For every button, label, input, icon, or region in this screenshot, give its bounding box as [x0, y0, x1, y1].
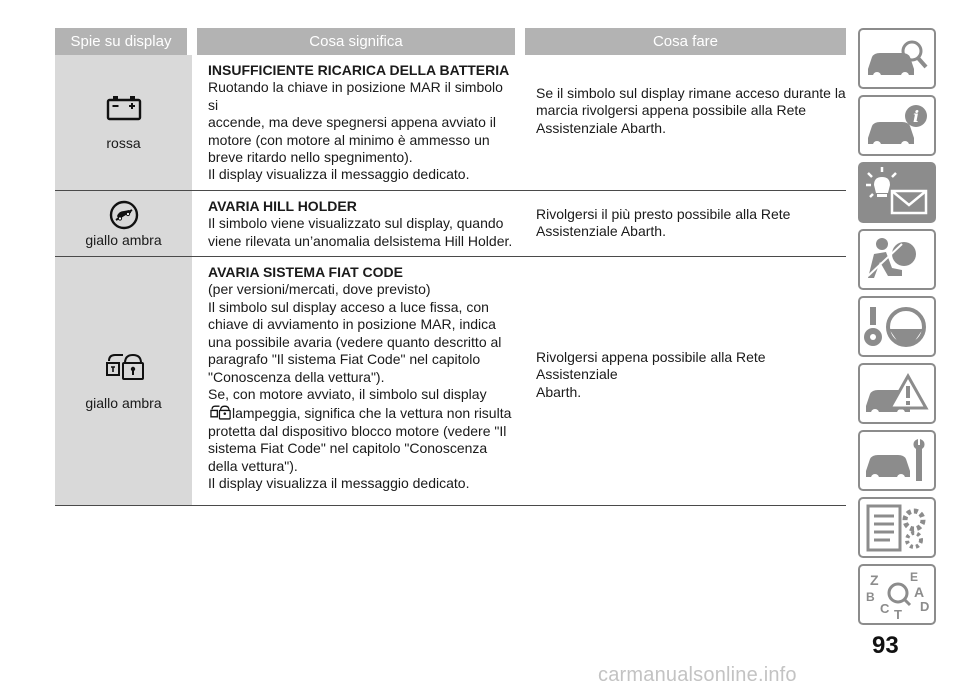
meaning-cell	[192, 55, 520, 190]
action-cell	[520, 55, 846, 190]
airbag-passenger-icon	[862, 234, 932, 286]
warning-lights-table	[55, 28, 846, 506]
tab-emergency[interactable]	[858, 363, 936, 424]
tab-index[interactable]	[858, 564, 936, 625]
index-letter: A	[914, 583, 925, 600]
table-row	[55, 55, 846, 190]
action-cell	[520, 190, 846, 256]
tab-technical-data[interactable]	[858, 497, 936, 558]
text-line: Il simbolo viene visualizzato sul display, quando	[208, 215, 504, 232]
index-letter: C	[880, 600, 890, 616]
car-emergency-icon	[862, 368, 932, 420]
svg-text:i: i	[912, 106, 920, 126]
text-line: paragrafo "Il sistema Fiat Code" nel capitolo	[208, 351, 481, 368]
icon-cell	[55, 257, 192, 506]
text-line: accende, ma deve spegnersi appena avviato il	[208, 114, 496, 131]
light-color-label: rossa	[106, 134, 141, 151]
index-letter: D	[920, 598, 930, 614]
text-line: Abarth.	[536, 383, 582, 400]
car-search-icon	[862, 33, 932, 85]
text-line: sistema Fiat Code" nel capitolo "Conoscenza	[208, 440, 488, 457]
text-line: Assistenziale Abarth.	[536, 223, 666, 240]
text-line: "Conoscenza della vettura").	[208, 368, 385, 385]
tab-car-info[interactable]	[858, 95, 936, 156]
steering-key-icon	[862, 301, 932, 353]
action-cell	[520, 257, 846, 506]
table-row	[55, 257, 846, 506]
meaning-cell	[192, 257, 520, 506]
warning-light-message-icon	[862, 167, 932, 219]
light-color-label: giallo ambra	[85, 395, 162, 412]
page-number: 93	[872, 632, 899, 659]
warning-title: INSUFFICIENTE RICARICA DELLA BATTERIA	[208, 62, 510, 78]
table-header-row	[55, 28, 846, 55]
text-line: marcia rivolgersi appena possibile alla Rete	[536, 102, 807, 119]
tab-safety[interactable]	[858, 229, 936, 290]
table-row	[55, 190, 846, 256]
text-line: Il display visualizza il messaggio dedicato.	[208, 474, 470, 491]
tab-warning-lights[interactable]	[858, 162, 936, 223]
icon-cell	[55, 190, 192, 256]
text-line: Rivolgersi appena possibile alla Rete Assistenziale	[536, 349, 766, 383]
text-line: Se il simbolo sul display rimane acceso durante la	[536, 85, 846, 101]
text-line: Rivolgersi il più presto possibile alla Rete	[536, 205, 791, 222]
watermark: carmanualsonline.info	[598, 664, 797, 686]
car-maintenance-icon	[862, 435, 932, 487]
index-letter: E	[910, 569, 919, 584]
text-line: breve ritardo nello spegnimento).	[208, 149, 413, 166]
warning-title: AVARIA HILL HOLDER	[208, 197, 357, 214]
icon-cell	[55, 55, 192, 190]
text-line: Il display visualizza il messaggio dedicato.	[208, 166, 470, 183]
text-line: una possibile avaria (vedere quanto descritto al	[208, 333, 502, 350]
technical-data-icon	[862, 502, 932, 554]
column-header-display-lights: Spie su display	[55, 28, 192, 55]
light-color-label: giallo ambra	[85, 231, 162, 248]
hill-holder-icon	[109, 200, 139, 230]
warning-title: AVARIA SISTEMA FIAT CODE	[208, 264, 403, 281]
text-line-with-icon	[208, 403, 514, 422]
chapter-sidebar	[858, 28, 938, 631]
text-line: viene rilevata un’anomalia delsistema Hill Holder.	[208, 232, 513, 249]
column-header-meaning: Cosa significa	[192, 28, 520, 55]
text-line: Ruotando la chiave in posizione MAR il simbolo si	[208, 79, 503, 113]
text-line: Assistenziale Abarth.	[536, 119, 666, 136]
tab-car-search[interactable]	[858, 28, 936, 89]
index-letter: T	[894, 606, 902, 621]
index-letter: Z	[870, 571, 879, 588]
tab-maintenance[interactable]	[858, 430, 936, 491]
battery-icon	[105, 93, 143, 121]
text-line: chiave di avviamento in posizione MAR, indica	[208, 316, 496, 333]
text-line: della vettura").	[208, 457, 298, 474]
text-line: motore (con motore al minimo è ammesso un	[208, 131, 490, 148]
column-header-action: Cosa fare	[520, 28, 846, 55]
car-info-icon	[862, 100, 932, 152]
inline-text: lampeggia, significa che la vettura non risulta	[232, 405, 512, 422]
text-line: Se, con motore avviato, il simbolo sul display	[208, 385, 487, 402]
meaning-cell	[192, 190, 520, 256]
text-line: Il simbolo sul display acceso a luce fissa, con	[208, 298, 489, 315]
alphabetical-index-icon	[862, 569, 932, 621]
text-line: (per versioni/mercati, dove previsto)	[208, 281, 431, 298]
index-letter: B	[866, 589, 875, 604]
fiat-code-inline-icon	[208, 403, 232, 420]
fiat-code-icon	[103, 349, 145, 381]
tab-starting-driving[interactable]	[858, 296, 936, 357]
text-line: protetta dal dispositivo blocco motore (vedere "Il	[208, 422, 507, 439]
